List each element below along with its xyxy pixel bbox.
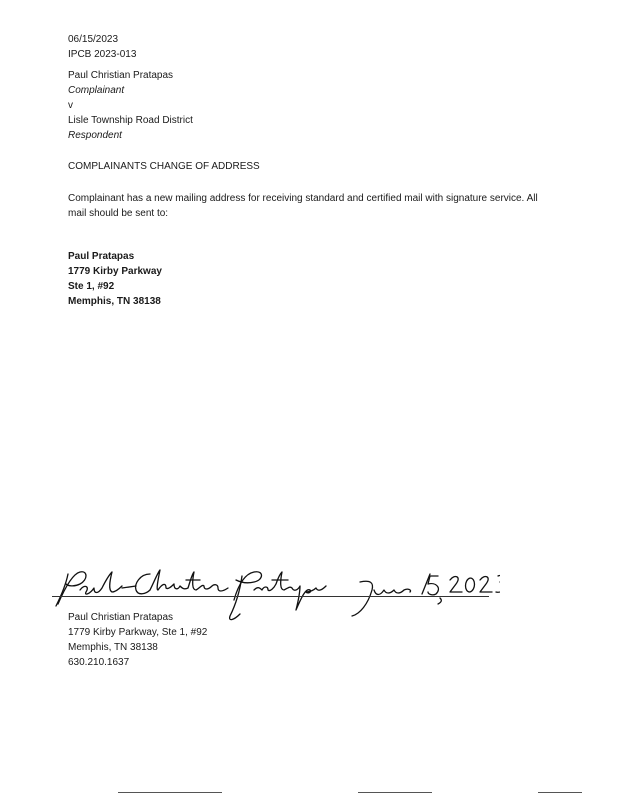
body-paragraph: Complainant has a new mailing address for receiving standard and certified mail with signature service. All mail should be sent to: [68,193,538,219]
respondent-name: Lisle Township Road District [68,115,193,126]
signature-name: Paul Christian Pratapas [68,612,174,623]
footer-rule-left [118,792,222,793]
complainant-role: Complainant [68,85,125,96]
address-city-state-zip: Memphis, TN 38138 [68,296,161,307]
versus: v [68,100,73,111]
footer-rule-right [538,792,582,793]
footer-rule-middle [358,792,432,793]
signature-city-state-zip: Memphis, TN 38138 [68,642,158,653]
signature-line [52,596,489,597]
case-number: IPCB 2023-013 [68,49,137,60]
document-date: 06/15/2023 [68,34,119,45]
signature-address: 1779 Kirby Parkway, Ste 1, #92 [68,627,208,638]
signature-phone: 630.210.1637 [68,657,130,668]
address-street: 1779 Kirby Parkway [68,266,162,277]
address-suite: Ste 1, #92 [68,281,115,292]
address-name: Paul Pratapas [68,251,135,262]
respondent-role: Respondent [68,130,122,141]
document-title: COMPLAINANTS CHANGE OF ADDRESS [68,161,260,172]
complainant-name: Paul Christian Pratapas [68,70,174,81]
